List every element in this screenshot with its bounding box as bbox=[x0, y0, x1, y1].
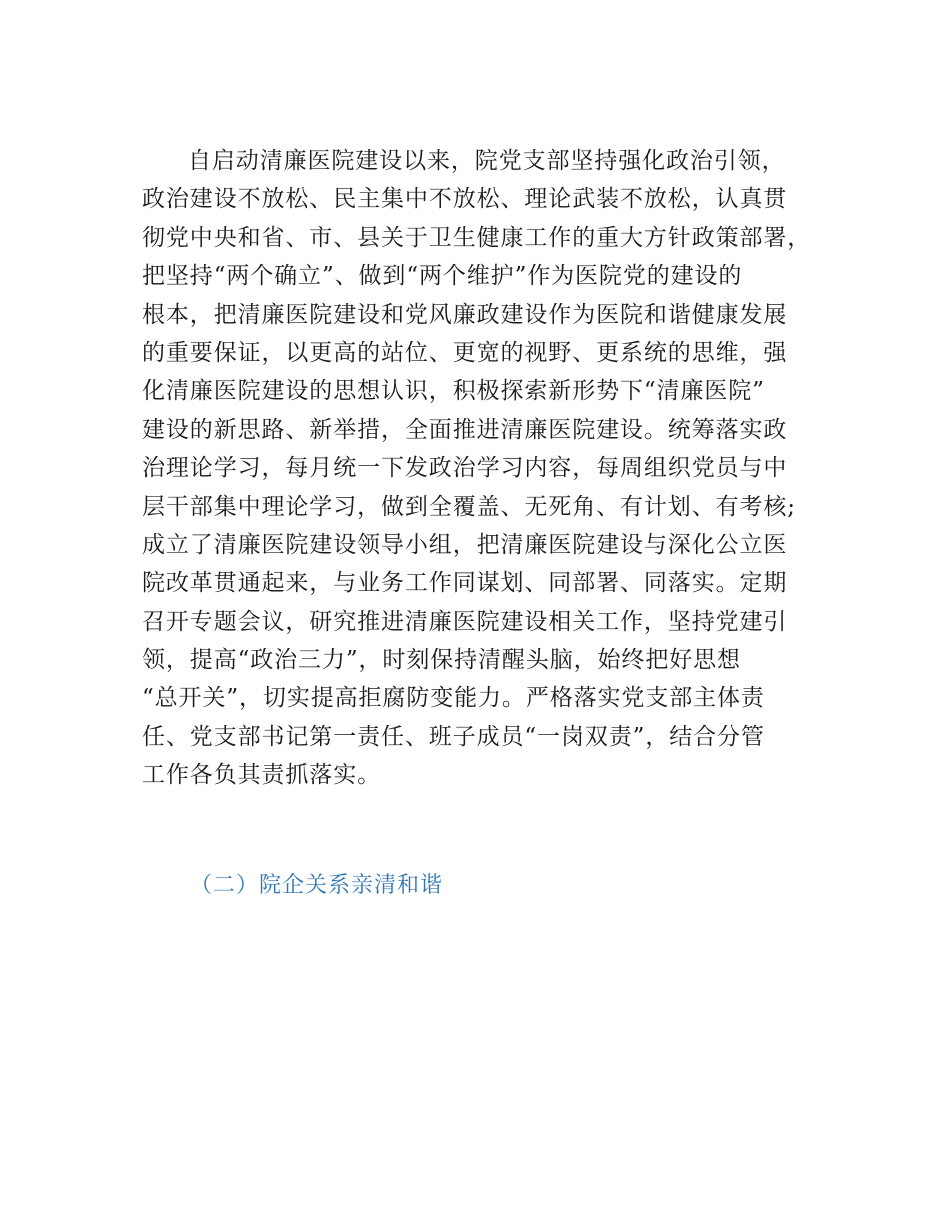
paragraph-line: 政治建设不放松、民主集中不放松、理论武装不放松，认真贯 bbox=[142, 186, 788, 213]
paragraph-line: 任、党支部书记第一责任、班子成员“一岗双责”，结合分管 bbox=[142, 723, 765, 750]
paragraph-line: 成立了清廉医院建设领导小组，把清廉医院建设与深化公立医 bbox=[142, 531, 788, 558]
paragraph-line: 层干部集中理论学习，做到全覆盖、无死角、有计划、有考核; bbox=[142, 493, 796, 520]
paragraph-line: 自启动清廉医院建设以来，院党支部坚持强化政治引领， bbox=[188, 148, 786, 174]
section-heading: （二）院企关系亲清和谐 bbox=[190, 873, 444, 898]
paragraph-line: 的重要保证，以更高的站位、更宽的视野、更系统的思维，强 bbox=[142, 339, 788, 366]
body-paragraph bbox=[142, 142, 822, 795]
paragraph-line: 根本，把清廉医院建设和党风廉政建设作为医院和谐健康发展 bbox=[142, 301, 788, 328]
paragraph-line: 化清廉医院建设的思想认识，积极探索新形势下“清廉医院” bbox=[142, 378, 765, 405]
paragraph-line: “总开关”，切实提高拒腐防变能力。严格落实党支部主体责 bbox=[142, 685, 765, 712]
paragraph-line: 治理论学习，每月统一下发政治学习内容，每周组织党员与中 bbox=[142, 455, 788, 482]
paragraph-line: 工作各负其责抓落实。 bbox=[142, 762, 381, 789]
paragraph-line: 彻党中央和省、市、县关于卫生健康工作的重大方针政策部署， bbox=[142, 224, 812, 251]
paragraph-line: 领，提高“政治三力”，时刻保持清醒头脑，始终把好思想 bbox=[142, 647, 741, 674]
paragraph-line: 召开专题会议，研究推进清廉医院建设相关工作，坚持党建引 bbox=[142, 608, 788, 635]
paragraph-line: 把坚持“两个确立”、做到“两个维护”作为医院党的建设的 bbox=[142, 263, 743, 290]
paragraph-line: 建设的新思路、新举措，全面推进清廉医院建设。统筹落实政 bbox=[142, 416, 788, 443]
paragraph-line: 院改革贯通起来，与业务工作同谋划、同部署、同落实。定期 bbox=[142, 570, 788, 597]
